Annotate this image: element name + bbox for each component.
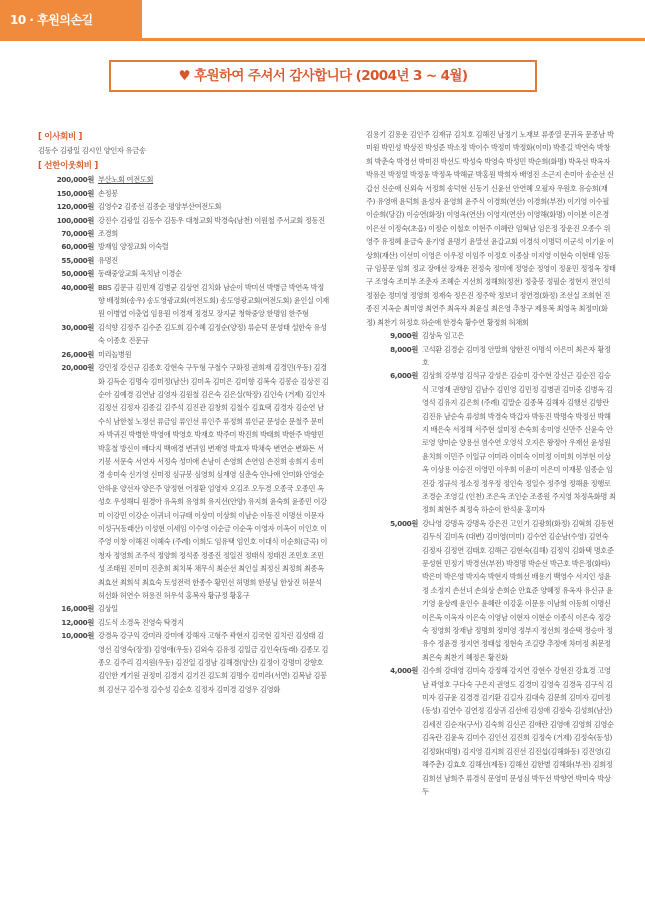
amount: 16,000원 xyxy=(61,604,94,614)
list-item xyxy=(366,664,616,798)
donor-names: 강진수 김광일 김동수 김동우 대청교회 박경숙(남천) 이원철 주서교회 정동진 xyxy=(98,215,325,225)
donor-names: 김용기 김용운 김인주 김재규 김치호 김해진 남정기 노재보 류종열 문귀옥 문종남 박미원 박민성 박상진 박성준 박소정 박이수 박정미 박정화(이미) 박종길 박연숙 박창희 박춘숙 박경선 박미진 박선도 박성숙 박영숙 박성민 박순희(화명) 박옥선 박옥자 박유진 박정열 박정웅 박정옥 박해균 박홍원 박희자 배영진 소근지 손미아 송순선 신갑선 신순애 신외숙 서정희 송덕현 신동기 신윤선 안연혜 오필자 우원호 유승희(재주) 유영애 윤덕희 윤성자 윤영희 윤주식 이경희(연산) 이경희(부전) 이기영 이수필 이순희(당감) 이승연(화장) 이영옥(연산) 이영지(연산) 이영해(화명) 이이분 이은경 이은선 이정숙(초읍) 이정순 이철호 이현주 이혜란 임혁남 임은정 장운진 오종수 위영주 유정혜 윤금숙 윤기영 윤명기 윤말선 윤갑교회 이경석 이명덕 이군석 이기윤 이상희(재산) 이선미 이영은 이우정 이임주 이정호 이종삼 이지영 이현숙 이현태 임동규 임봉문 임희 정교 장애선 장재운 전정숙 정미애 정영순 정영이 정윤민 정정옥 정태구 조영숙 조미부 조춘자 조혜순 지선희 정해희(정전) 정충봉 정필순 정현지 전인석 정점순 정미영 정영희 정재숙 정은진 정주학 정보녀 정연경(화정) 조선실 조희현 진종진 지옥순 최미영 최연주 최옥자 최윤실 최은영 추창구 제용복 최영옥 최정미(화정) 최찬기 허정호 하순애 한경숙 황수연 황정희 허채희 xyxy=(366,130,616,327)
donor-names: 조경희 xyxy=(98,229,118,239)
amount: 40,000원 xyxy=(61,282,94,292)
list-item xyxy=(38,254,330,267)
list-item xyxy=(38,348,330,361)
list-item xyxy=(38,361,330,602)
donor-names: 고석환 김경순 김미정 안말희 양한진 이명석 이은미 최은자 황정호 xyxy=(422,344,611,367)
list-item xyxy=(38,200,330,213)
donor-names: 김상옥 임고은 xyxy=(422,331,464,341)
section-heading-neighbor: [ 선한이웃회비 ] xyxy=(38,161,98,172)
section-heading-board: [ 이사회비 ] xyxy=(38,132,83,142)
amount: 8,000원 xyxy=(390,344,418,354)
amount: 50,000원 xyxy=(61,269,94,279)
amount: 30,000원 xyxy=(61,322,94,332)
donor-names: 김동수 김광일 김시인 양인자 유금송 xyxy=(38,146,146,155)
donor-names: 강경옥 강구익 강미라 강미애 강해자 고형주 곽현지 김국현 김치린 김성태 김영선 김영숙(장정) 김영애(우동) 김외숙 김유정 김일금 김인숙(동래) 김종모 김종오 김주리 김지원(우동) 김진일 김정남 김해경(양산) 김정이 강명미 강향호 김인한 게기원 권정미 김경지 김기진 김도희 김명수 김미라(서면) 김복남 김봉희 김선구 김수정 김수성 김순호 김정자 김미경 김영우 김영화 xyxy=(98,631,329,694)
page-tab xyxy=(0,0,142,38)
donor-names: 김상일 xyxy=(98,604,118,614)
list-item xyxy=(38,629,330,696)
list-item xyxy=(38,240,330,253)
donor-names: 유명진 xyxy=(98,255,118,265)
list-item xyxy=(366,128,616,329)
heart-icon: ♥ xyxy=(178,68,191,84)
amount: 55,000원 xyxy=(61,255,94,265)
list-item xyxy=(38,173,330,186)
list-item xyxy=(366,369,616,516)
list-item xyxy=(366,329,616,342)
page-title: 후원하여 주셔서 감사합니다 (2004년 3 ~ 4월) xyxy=(194,68,468,84)
donor-names: 미리놀병원 xyxy=(98,349,132,359)
donor-names: 방재임 양정교회 이숙렬 xyxy=(98,242,169,252)
list-item xyxy=(366,343,616,370)
amount: 120,000원 xyxy=(56,202,94,212)
list-item xyxy=(38,144,330,157)
list-item xyxy=(38,281,330,321)
list-item xyxy=(38,267,330,280)
amount: 200,000원 xyxy=(56,175,94,185)
list-item xyxy=(38,616,330,629)
donor-names: 부산노회 여전도회 xyxy=(98,175,154,185)
amount: 70,000원 xyxy=(61,229,94,239)
amount: 5,000원 xyxy=(390,518,418,528)
right-column xyxy=(366,128,616,798)
amount: 150,000원 xyxy=(56,188,94,198)
list-item xyxy=(38,214,330,227)
amount: 60,000원 xyxy=(61,242,94,252)
list-item xyxy=(38,602,330,615)
amount: 10,000원 xyxy=(61,631,94,641)
page-label: 10 · 후원의손길 xyxy=(10,13,93,27)
donor-names: 강나영 강명옥 강명옥 강은진 고인기 김광희(화정) 김혁희 김동현 김두식 김미옥 (대변) 김미영(미미) 김수연 김순남(수영) 김연숙 김정자 김정연 김태호 김해근 김현숙(김해) 김정익 김화택 명호준 문성현 민정기 박경선(부전) 박경명 박순선 박근호 박은정(화타) 박은미 박은영 박지숙 박현지 박희선 배용기 백영수 서지인 성윤정 소정지 손선녀 손의상 손희순 안효준 양혜정 유옥자 유신규 윤기영 윤상례 윤인수 윤혜란 이강훈 이문용 이남희 이동희 이명신 이은옥 이옥자 이은숙 이영남 이현자 이현순 이종식 이은숙 정강숙 정영희 장재남 정명희 정미영 정부지 정선희 정순택 정승아 정유수 정윤경 정지연 정태섭 정현숙 조길량 추정애 차미정 최문정 최은숙 최찬기 혜정은 황진화 xyxy=(422,518,614,662)
donor-names: 동래중앙교회 옥치남 이경순 xyxy=(98,269,182,279)
donor-names: 김영수2 김종선 김종순 평양부산여전도회 xyxy=(98,202,222,212)
amount: 100,000원 xyxy=(56,215,94,225)
donor-names: 손정봉 xyxy=(98,188,118,198)
title-box xyxy=(109,60,537,92)
amount: 26,000원 xyxy=(61,349,94,359)
donor-names: 김상희 강부영 김석규 강성은 김승미 강수현 강신근 김순진 김승식 고영재 권향임 김남수 김민영 김민정 김병권 김미중 김병옥 김영석 김유지 김은희 (주례) 김말순 김종복 김해자 김행선 김향란 김진유 남순숙 류성희 박경숙 박갑자 박동진 박명숙 박정선 박해지 배은숙 서정해 서주현 설미정 손숙희 송미영 신만주 신윤숙 안로영 양미순 양용선 염수연 오영석 오지은 왕정아 우재선 윤성원 윤치희 이민주 이일규 이미라 이미숙 이미정 이미희 이부현 이상옥 이상용 이승진 이영민 이우희 이윤미 이은미 이재봉 임종순 임진강 정규석 정소정 정우정 정인숙 정일수 정주영 정해윤 정행로 조경순 조영길 (인천) 조은옥 조인순 조종원 주지영 차정옥화명 최정희 최현주 최정숙 하순이 한석윤 홍미자 xyxy=(422,371,616,515)
donor-names: 강민정 강신규 김종호 강현숙 구두형 구철수 구화정 권희재 김경민(우동) 김경화 김득순 김명숙 김미정(남산) 김미옥 김미은 김미향 김복숙 김봉순 김상진 김순아 김예경 김연남 김영자 김원철 김은숙 김은실(학장) 김인숙 (거제) 김인자 김정선 김정자 김종길 김주석 김진관 김창희 김철수 김효택 김경자 김순연 남수식 남한철 노정선 류금임 류인선 류인주 류정희 류인균 문성순 문철주 문미자 박귀진 박병한 박영애 박영호 박재호 박주미 박진희 박태희 박한주 박향민 박홍철 방신이 배다지 백애경 변귀임 변재영 박효자 박채숙 변연순 변화돈 서기봉 서문숙 서연자 서정숙 성미애 손남이 손영희 손연임 손진희 송희지 송미경 송미숙 신기영 신미정 심규봉 심영희 심재영 심춘숙 안나애 안미화 안영순 안하윤 양선자 양은주 양정현 어정환 엄영자 오김조 오두경 오종국 오종민 옥성호 우성해디 원경아 유옥희 유영희 유지선(안양) 유지희 윤숙희 윤종민 이강미 이강민 이강순 이귀녀 이규태 이상미 이상희 이남순 이동진 이명선 이문자 이성구(동래산) 이성현 이세임 이수영 이순금 이순옥 이영자 이옥이 이인호 이주영 이창 이해진 이혜숙 (주례) 이희도 임유택 임인호 이대식 이순희(금곡) 이청자 정영희 조주석 정양희 정석종 정종진 정일진 정태식 정태진 조민호 조민성 조태원 진미미 진춘희 최치복 채무식 최순선 최인실 최정신 최정희 최종옥 최효선 최희석 최효숙 토성전력 한종수 황민선 허명희 한봉님 한상진 허문석 허선화 허연수 허용진 허우석 홍복자 황규정 황홍구 xyxy=(98,363,329,600)
list-item xyxy=(38,321,330,348)
amount: 4,000원 xyxy=(390,666,418,676)
donor-names: 김도식 소경옥 진영숙 탁경지 xyxy=(98,617,184,627)
donor-names: 김석향 김정주 김수준 김도희 김수혜 김정순(양정) 류순덕 문성태 설한숙 유성숙 이종호 진문규 xyxy=(98,322,327,346)
amount: 6,000원 xyxy=(390,371,418,381)
amount: 12,000원 xyxy=(61,617,94,627)
list-item xyxy=(38,227,330,240)
donor-names: 김수희 강대영 김미숙 강정해 강지연 강현수 강현진 강효경 고영남 곽영호 구다숙 구은지 권영도 김경미 김영숙 김경옥 김구식 김미자 김규윤 김경경 김기환 김길자 김대숙 김문희 김미자 김미정(동성) 김연수 김연정 김상귀 김선애 김성애 김정숙 김성희(남산) 김세진 김순자(구서) 김숙희 김신곤 김애란 김영애 김영희 김영순 김옥란 김윤옥 김미수 김인선 김진희 김정숙 (거제) 김정숙(동성) 김정화(대명) 김지영 김지희 김진선 김진섭(김해화동) 김진영(김해주춘) 김효호 김해선(제동) 김해선 김한별 김해화(부전) 김희정 김희선 남희주 류경식 문영미 문성심 박두선 박향연 박미숙 박상두 xyxy=(422,666,614,796)
left-column xyxy=(38,128,330,696)
list-item xyxy=(38,187,330,200)
amount: 9,000원 xyxy=(390,331,418,341)
header-rule xyxy=(0,38,645,41)
list-item xyxy=(366,517,616,664)
amount: 20,000원 xyxy=(61,363,94,373)
donor-names: BBS 김문규 김민재 김병균 김상연 김치화 남순이 박미선 박병금 박연옥 박정향 배정희(송우) 송도영광교회(여전도회) 송도영광교회(여전도회) 윤인실 이재원 이병엽 이충엽 임용원 이경재 정경모 장지균 청학중앙 한명임 한주형 xyxy=(98,282,329,319)
